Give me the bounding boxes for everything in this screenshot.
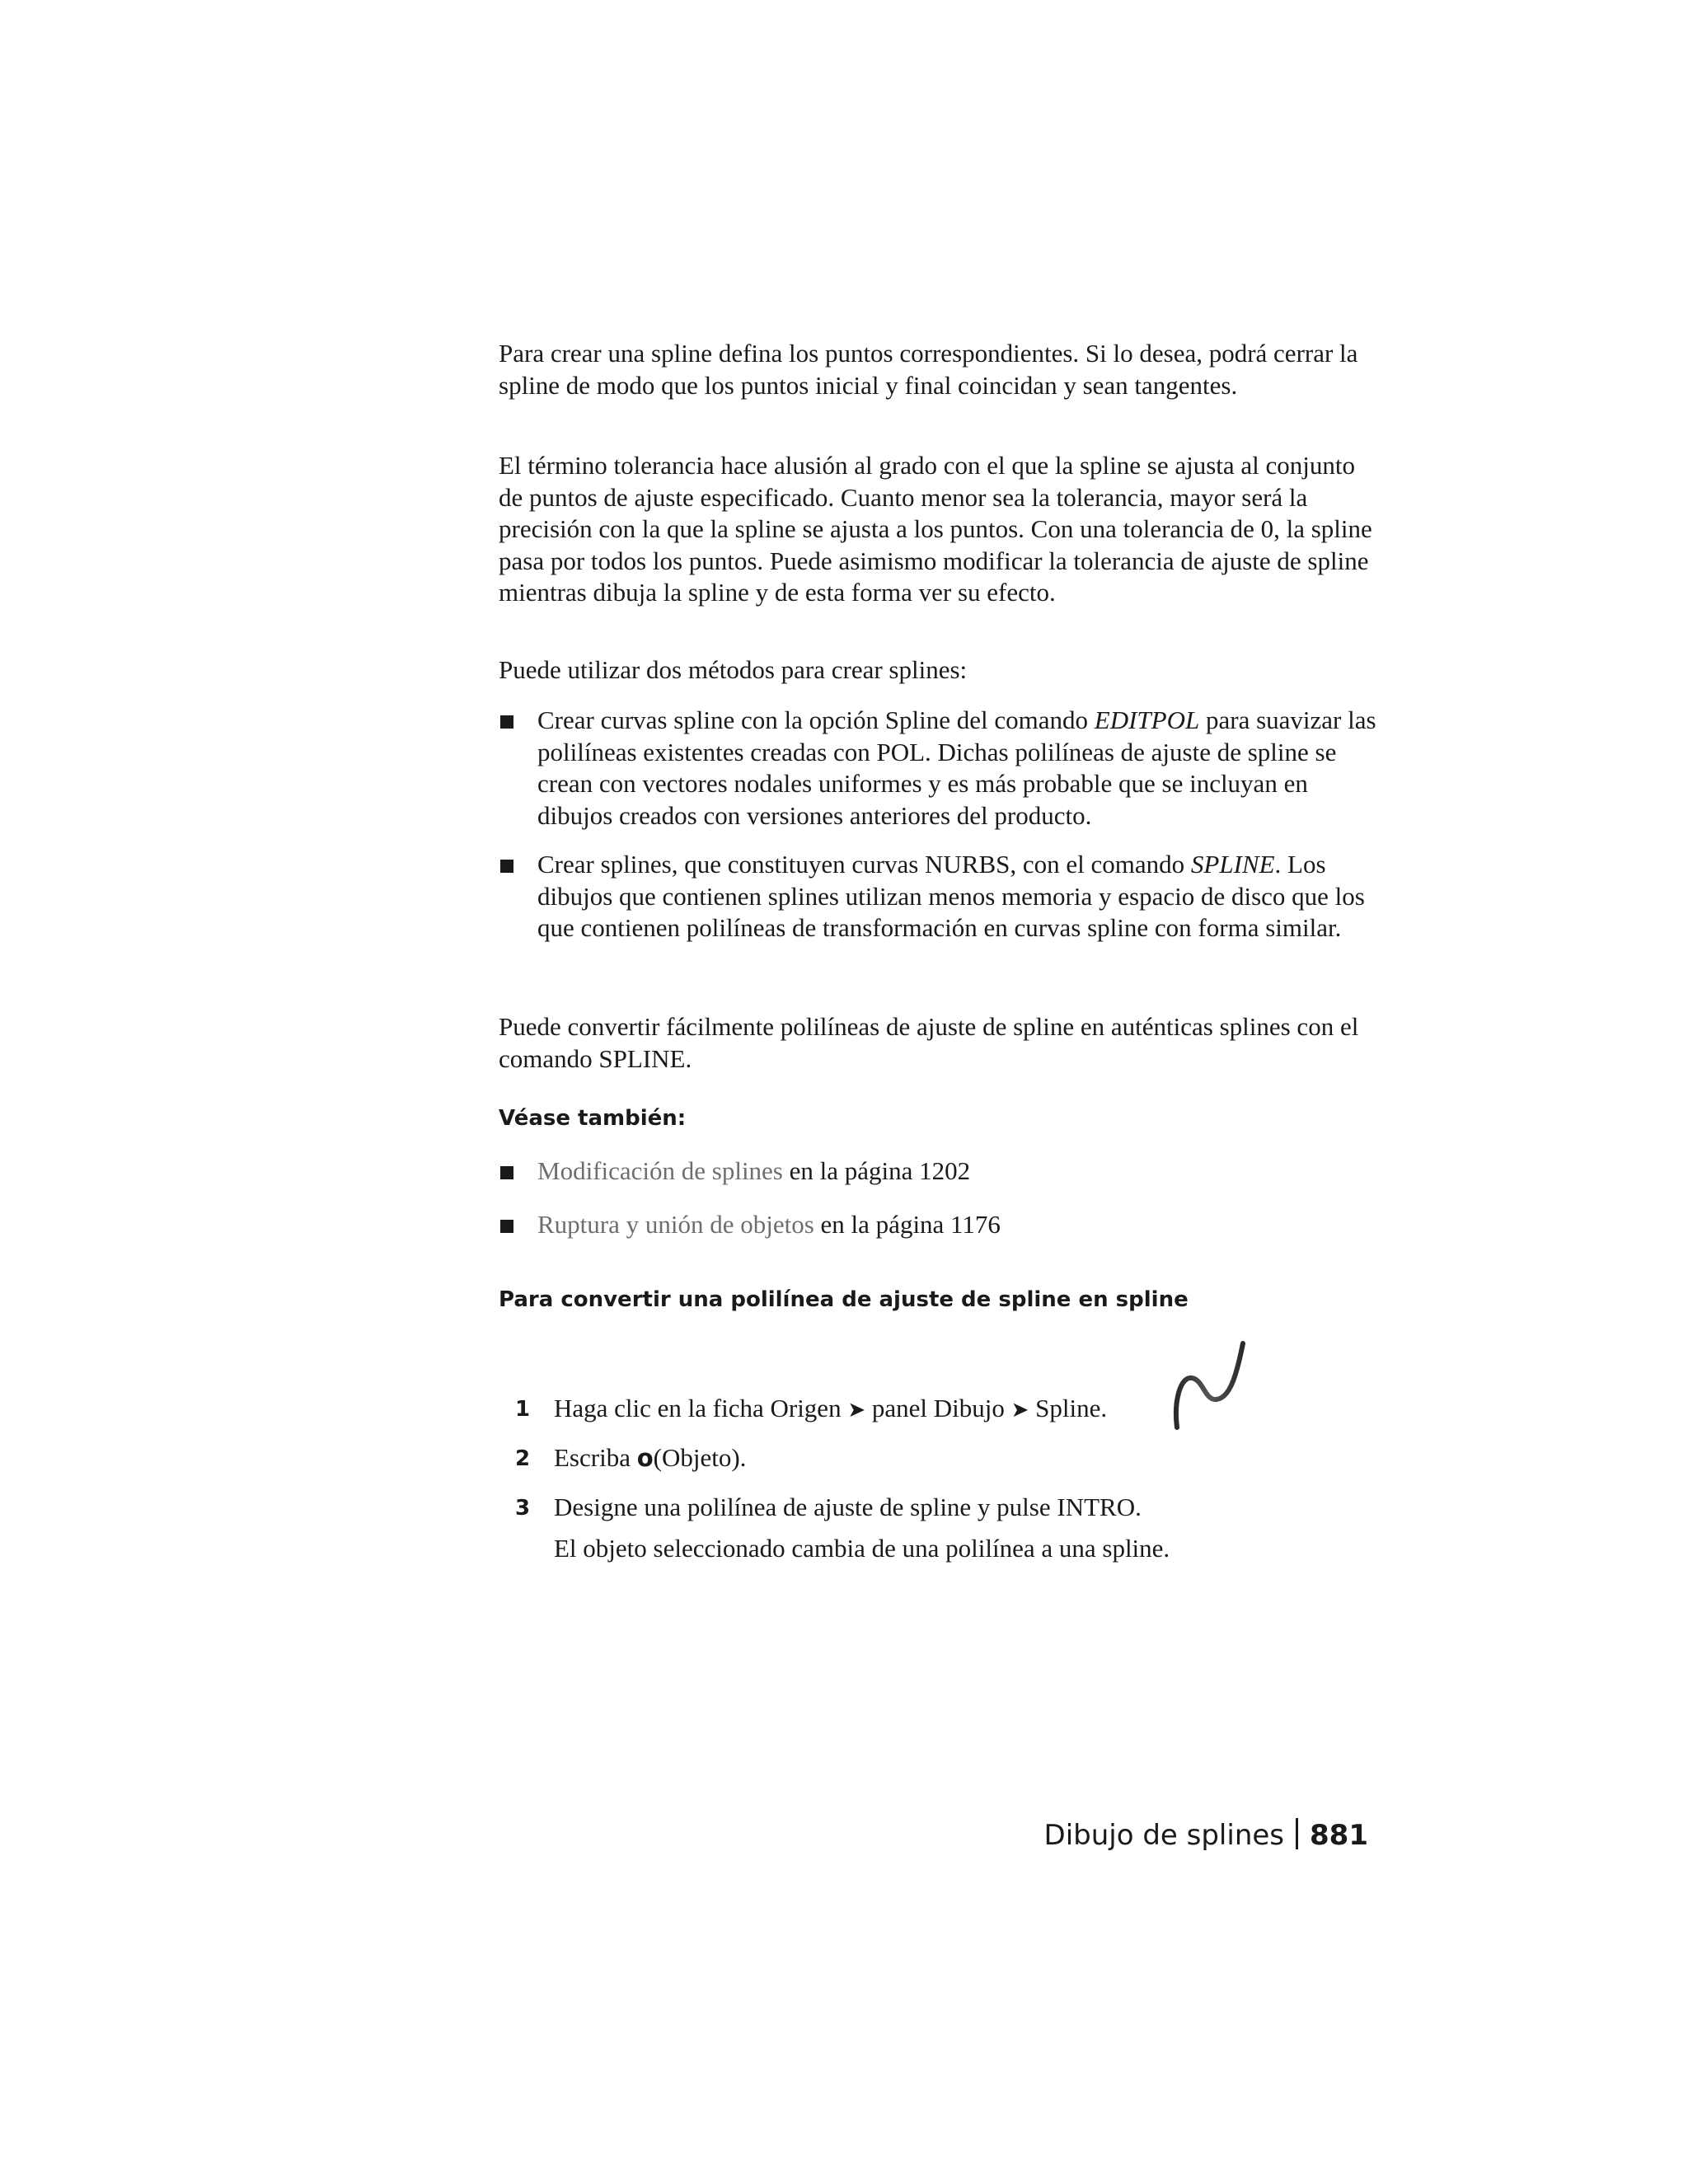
arrow-right-icon: ➤	[1010, 1398, 1029, 1422]
typed-input: o	[636, 1444, 654, 1472]
paragraph-convert: Puede convertir fácilmente polilíneas de ajuste de spline en auténticas splines con el comando SPLINE.	[499, 1012, 1359, 1073]
see-also-link-modificacion[interactable]: Modificación de splines	[537, 1156, 783, 1185]
page-footer	[989, 1817, 1368, 1854]
method-text: Crear splines, que constituyen curvas NURBS, con el comando SPLINE. Los dibujos que contienen splines utilizan menos memoria y espacio de disco que los que contienen polilíneas de transformación en curvas spline con forma similar.	[537, 850, 1365, 942]
step-number: 3	[515, 1496, 531, 1521]
bullet-square-icon	[500, 1220, 513, 1233]
bullet-square-icon	[500, 1166, 513, 1179]
bullet-square-icon	[500, 715, 513, 729]
see-also-heading: Véase también:	[499, 1106, 687, 1131]
step-text: Designe una polilínea de ajuste de spline y pulse INTRO.	[554, 1493, 1142, 1521]
step-text: Escriba o(Objeto).	[554, 1443, 747, 1472]
paragraph-methods-intro: Puede utilizar dos métodos para crear splines:	[499, 655, 968, 684]
see-also-link-ruptura[interactable]: Ruptura y unión de objetos	[537, 1210, 814, 1239]
command-name: EDITPOL	[1094, 705, 1200, 734]
footer-section-title: Dibujo de splines	[1043, 1819, 1285, 1852]
procedure-heading: Para convertir una polilínea de ajuste de spline en spline	[499, 1287, 1189, 1312]
method-text: Crear curvas spline con la opción Spline del comando EDITPOL para suavizar las polilíneas existentes creadas con POL. Dichas polilíneas de ajuste de spline se crean con vectores nodales uniformes y es más probable que se incluyan en dibujos creados con versiones anteriores del producto.	[537, 705, 1376, 830]
step-text: Haga clic en la ficha Origen ➤ panel Dibujo ➤ Spline.	[554, 1394, 1108, 1422]
arrow-right-icon: ➤	[847, 1398, 866, 1422]
spline-tool-icon[interactable]	[1170, 1335, 1253, 1432]
bullet-square-icon	[500, 860, 513, 873]
command-name: SPLINE	[1190, 850, 1275, 879]
step-number: 2	[515, 1446, 531, 1471]
step-result: El objeto seleccionado cambia de una polilínea a una spline.	[554, 1534, 1170, 1563]
footer-separator	[1296, 1818, 1298, 1849]
paragraph-intro: Para crear una spline defina los puntos correspondientes. Si lo desea, podrá cerrar la spline de modo que los puntos inicial y final coincidan y sean tangentes.	[499, 339, 1358, 400]
step-number: 1	[515, 1397, 531, 1422]
paragraph-tolerance: El término tolerancia hace alusión al grado con el que la spline se ajusta al conjunto de puntos de ajuste especificado. Cuanto menor sea la tolerancia, mayor será la precisión con la que la spline se ajusta a los puntos. Con una tolerancia de 0, la spline pasa por todos los puntos. Puede asimismo modificar la tolerancia de ajuste de spline mientras dibuja la spline y de esta forma ver su efecto.	[499, 451, 1372, 607]
page-number: 881	[1310, 1819, 1368, 1852]
